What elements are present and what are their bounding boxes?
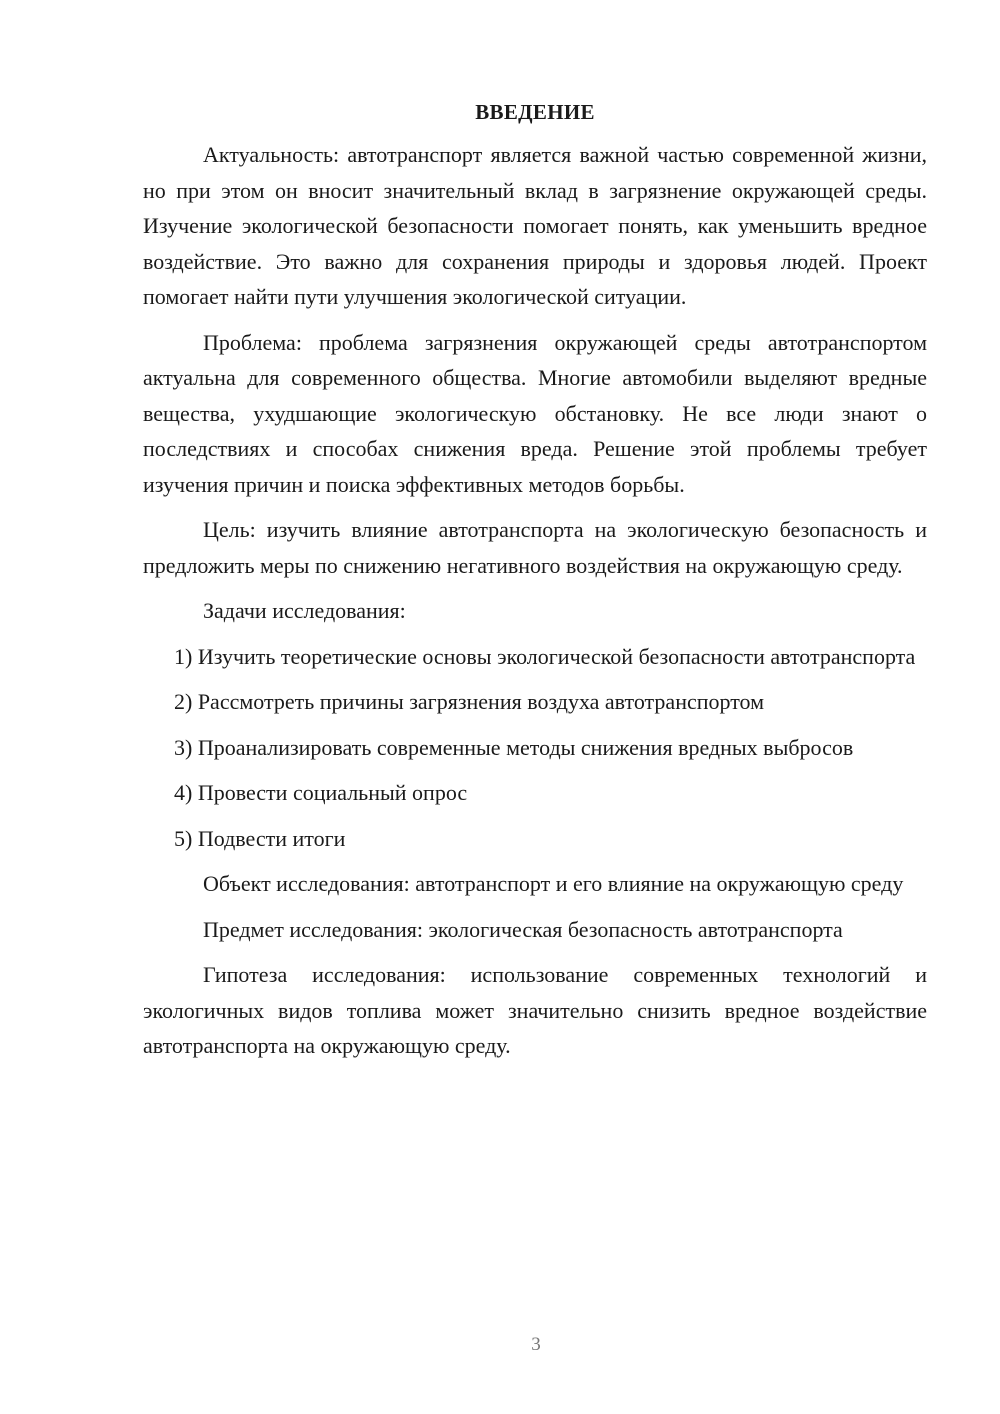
task-item: 5) Подвести итоги	[174, 825, 346, 851]
task-item: 1) Изучить теоретические основы экологической безопасности автотранспорта	[174, 643, 916, 669]
hypothesis-paragraph: Гипотеза исследования: использование современных технологий и экологичных видов топлива может значительно снизить вредное воздействие автотранспорта на окружающую среду.	[143, 962, 927, 1058]
tasks-heading: Задачи исследования:	[203, 598, 406, 623]
task-item: 4) Провести социальный опрос	[174, 780, 468, 805]
document-body	[143, 97, 927, 1074]
task-item: 3) Проанализировать современные методы снижения вредных выбросов	[174, 734, 854, 760]
page-number: 3	[531, 1334, 541, 1355]
goal-paragraph: Цель: изучить влияние автотранспорта на экологическую безопасность и предложить меры по снижению негативного воздействия на окружающую среду.	[143, 517, 927, 578]
problem-paragraph: Проблема: проблема загрязнения окружающей среды автотранспортом актуальна для современного общества. Многие автомобили выделяют вредные вещества, ухудшающие экологическую обстановку. Не все люди знают о последствиях и способах снижения вреда. Решение этой проблемы требует изучения причин и поиска эффективных методов борьбы.	[143, 329, 927, 497]
object-paragraph: Объект исследования: автотранспорт и его влияние на окружающую среду	[203, 871, 904, 896]
subject-paragraph: Предмет исследования: экологическая безопасность автотранспорта	[203, 916, 843, 942]
task-item: 2) Рассмотреть причины загрязнения воздуха автотранспортом	[174, 689, 765, 714]
relevance-paragraph: Актуальность: автотранспорт является важной частью современной жизни, но при этом он вносит значительный вклад в загрязнение окружающей среды. Изучение экологической безопасности помогает понять, как уменьшить вредное воздействие. Это важно для сохранения природы и здоровья людей. Проект помогает найти пути улучшения экологической ситуации.	[143, 142, 927, 309]
page-title: ВВЕДЕНИЕ	[475, 100, 595, 124]
